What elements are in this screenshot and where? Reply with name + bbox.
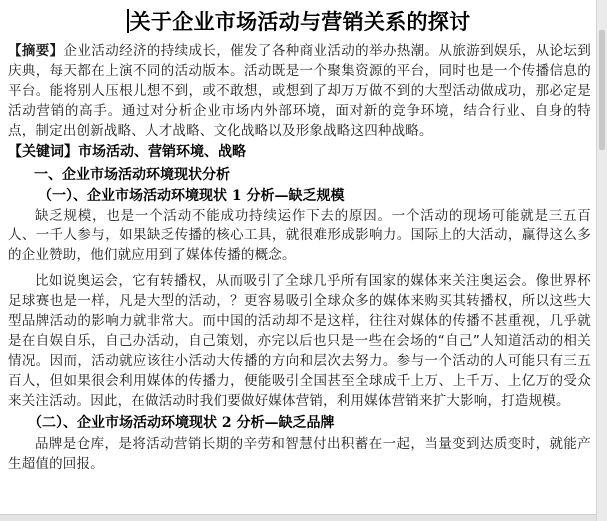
document-title-wrap	[0, 6, 597, 36]
body-paragraph: 比如说奥运会，它有转播权，从而吸引了全球几乎所有国家的媒体来关注奥运会。像世界杯足球赛也是一样，凡是大型的活动，？更容易吸引全球众多的媒体来购买其转播权，所以这些大型品牌活动的影响力就非常大。而中国的活动却不是这样，往往对媒体的传播不甚重视，几乎就是在自娱自乐，自己办活动，自己策划，亦完以后也只是一些在会场的“自己”人知道活动的相关情况。因而，活动就应该往小活动大传播的方向和层次去努力。参与一个活动的人可能只有三五百人，但如果很会利用媒体的传播力，便能吸引全国甚至全球成千上万、上千万、上亿万的受众来关注活动。因此，在做活动时我们要做好媒体营销，利用媒体营销来扩大影响，打造规模。	[8, 273, 591, 409]
document-body	[8, 42, 591, 474]
horizontal-scrollbar[interactable]	[0, 514, 597, 521]
body-paragraph: 品牌是仓库，是将活动营销长期的辛劳和智慧付出积蓄在一起，当量变到达质变时，就能产生超值的回报。	[8, 435, 591, 472]
subsection-heading: （二）、企业市场活动环境现状 2 分析—缺乏品牌	[28, 414, 335, 431]
abstract-paragraph	[8, 42, 591, 142]
abstract-text: 企业活动经济的持续成长，催发了各种商业活动的举办热潮。从旅游到娱乐，从论坛到庆典，每天都在上演不同的活动版本。活动既是一个聚集资源的平台，同时也是一个传播信息的平台。能将别人压根儿想不到，或不敢想，或想到了却万万做不到的大型活动做成功，那必定是活动营销的高手。通过对分析企业市场内外部环境，面对新的竞争环境，结合行业、自身的特点，制定出创新战略、人才战略、文化战略以及形象战略这四种战略。	[8, 43, 591, 139]
text-cursor	[127, 9, 129, 33]
abstract-label: 【摘要】	[8, 43, 64, 59]
document-title: 关于企业市场活动与营销关系的探讨	[129, 9, 471, 34]
vertical-scrollbar[interactable]	[596, 0, 607, 521]
body-paragraph: 缺乏规模，也是一个活动不能成功持续运作下去的原因。一个活动的现场可能就是三五百人、一千人参与，如果缺乏传播的核心工具，就很难形成影响力。国际上的大活动，赢得这么多的企业赞助，他们就应用到了媒体传播的概念。	[8, 207, 591, 264]
keywords-line: 【关键词】市场活动、营销环境、战略	[8, 143, 246, 160]
subsection-heading: （一）、企业市场活动环境现状 1 分析—缺乏规模	[38, 187, 345, 204]
section-heading: 一、企业市场活动环境现状分析	[34, 166, 230, 183]
scrollbar-thumb[interactable]	[599, 30, 605, 150]
